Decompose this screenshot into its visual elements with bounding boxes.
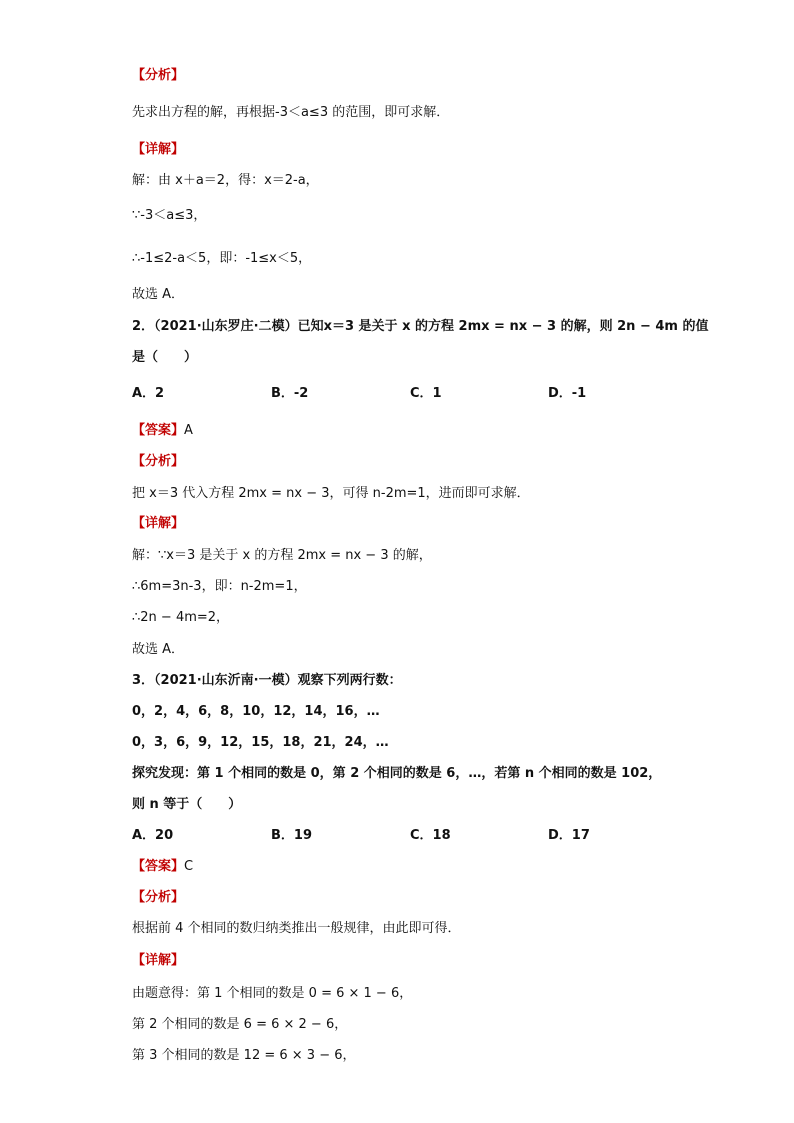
answer-value: A	[184, 423, 193, 438]
detail-line: ∴-1≤2-a＜5，即：-1≤x＜5，	[132, 251, 312, 266]
question-3-stem: 3．（2021·山东沂南·一模）观察下列两行数：	[132, 673, 402, 688]
detail-line: ∵-3＜a≤3，	[132, 208, 207, 223]
q2-option-c: C．1	[410, 386, 442, 401]
analysis-text: 把 x＝3 代入方程 2mx = nx − 3，可得 n-2m=1，进而即可求解．	[132, 486, 530, 501]
q2-answer	[132, 422, 193, 440]
detail-line: 由题意得：第 1 个相同的数是 0 = 6 × 1 − 6，	[132, 986, 413, 1001]
q3-option-c: C．18	[410, 828, 451, 843]
q2-option-a: A．2	[132, 386, 165, 401]
detail-heading: 【详解】	[132, 142, 185, 157]
question-2-stem: 2．（2021·山东罗庄·二模）已知x＝3 是关于 x 的方程 2mx = nx − 3 的解，则 2n − 4m 的值	[132, 319, 709, 334]
detail-line: 第 2 个相同的数是 6 = 6 × 2 − 6，	[132, 1017, 348, 1032]
answer-label: 【答案】	[132, 423, 185, 438]
detail-line: ∴6m=3n-3，即：n-2m=1，	[132, 579, 307, 594]
detail-heading: 【详解】	[132, 516, 185, 531]
q3-option-d: D．17	[548, 828, 590, 843]
detail-line: 解：∵x＝3 是关于 x 的方程 2mx = nx − 3 的解，	[132, 548, 432, 563]
question-3-explore: 探究发现：第 1 个相同的数是 0，第 2 个相同的数是 6，…，若第 n 个相同的数是 102，	[132, 766, 662, 781]
conclusion-line: 故选 A．	[132, 287, 185, 302]
q3-option-b: B．19	[271, 828, 312, 843]
analysis-heading: 【分析】	[132, 68, 185, 83]
answer-label: 【答案】	[132, 859, 185, 874]
detail-heading: 【详解】	[132, 953, 185, 968]
analysis-heading: 【分析】	[132, 890, 185, 905]
question-3-ask: 则 n 等于（ ）	[132, 797, 242, 812]
question-2-stem-cont: 是（ ）	[132, 350, 198, 365]
sequence-row-1: 0，2，4，6，8，10，12，14，16，…	[132, 704, 380, 719]
q2-option-b: B．-2	[271, 386, 309, 401]
answer-value: C	[184, 859, 194, 874]
conclusion-line: 故选 A．	[132, 642, 185, 657]
q3-option-a: A．20	[132, 828, 174, 843]
detail-line: ∴2n − 4m=2，	[132, 610, 230, 625]
detail-line: 第 3 个相同的数是 12 = 6 × 3 − 6，	[132, 1048, 356, 1063]
q3-answer	[132, 858, 193, 876]
analysis-text: 根据前 4 个相同的数归纳类推出一般规律，由此即可得．	[132, 921, 461, 936]
q2-option-d: D．-1	[548, 386, 587, 401]
analysis-heading: 【分析】	[132, 454, 185, 469]
detail-line: 解：由 x＋a＝2，得：x＝2-a，	[132, 173, 319, 188]
sequence-row-2: 0，3，6，9，12，15，18，21，24，…	[132, 735, 389, 750]
analysis-text: 先求出方程的解，再根据-3＜a≤3 的范围，即可求解．	[132, 105, 450, 120]
